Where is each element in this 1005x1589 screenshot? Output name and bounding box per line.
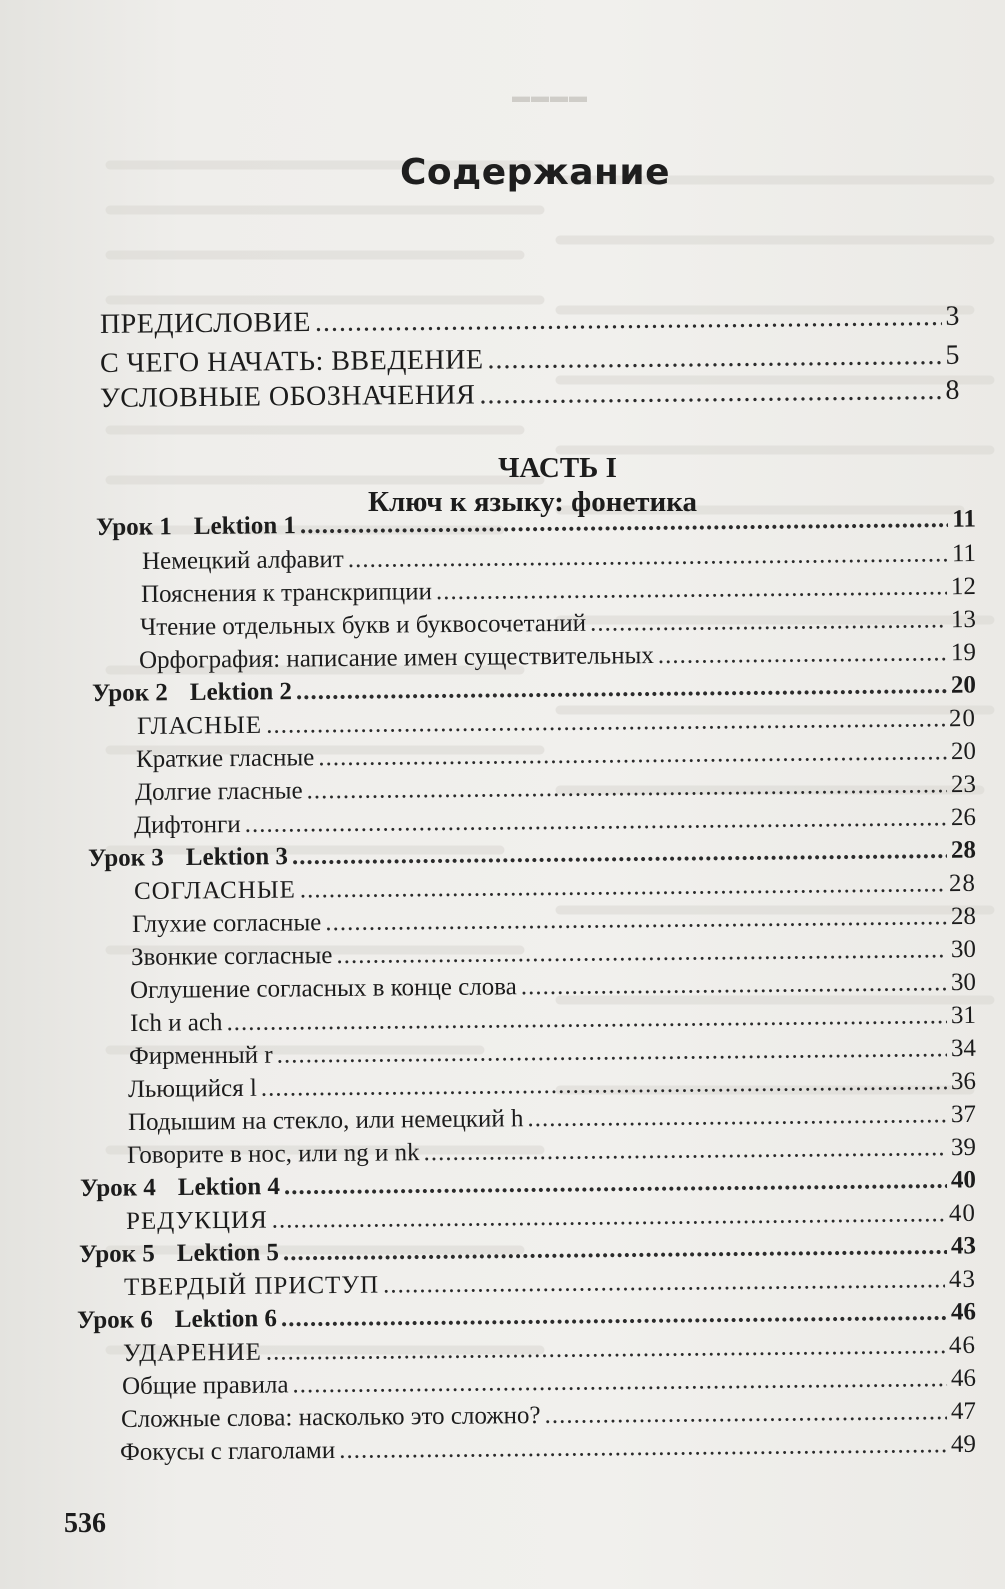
leader-dots	[300, 505, 949, 541]
leader-dots	[283, 1232, 947, 1268]
toc-item[interactable]	[136, 737, 976, 775]
lesson-de: Lektion 2	[189, 678, 293, 707]
leader-dots	[292, 836, 947, 872]
leader-dots	[544, 1397, 947, 1431]
toc-item-page: 36	[950, 1067, 977, 1096]
toc-item-page: 13	[950, 605, 977, 634]
toc-item-page: 46	[948, 1331, 977, 1360]
toc-item[interactable]	[135, 770, 976, 808]
contents-title: Содержание	[399, 152, 671, 193]
toc-lesson-4[interactable]	[80, 1165, 976, 1204]
toc-item-page: 37	[950, 1100, 977, 1129]
toc-entry-page: 11	[952, 505, 977, 533]
lesson-de: Lektion 4	[177, 1173, 281, 1202]
toc-entry-page: 5	[945, 339, 961, 371]
toc-item[interactable]	[126, 1199, 976, 1237]
leader-dots	[296, 671, 947, 707]
toc-item-label: Ich и ach	[129, 1009, 223, 1037]
leader-dots	[479, 376, 941, 410]
leader-dots	[261, 1067, 947, 1104]
toc-lesson-3[interactable]	[88, 835, 976, 874]
toc-item-label: СОГЛАСНЫЕ	[133, 876, 296, 905]
leader-dots	[277, 1034, 948, 1070]
toc-entry-page: 3	[945, 300, 961, 332]
toc-item-label: Льющийся l	[127, 1074, 257, 1103]
toc-item-label: ГЛАСНЫЕ	[136, 711, 263, 740]
bleed-through-running-head: ▬▬▬▬	[512, 86, 588, 106]
toc-entry-label: ПРЕДИСЛОВИЕ	[99, 306, 312, 340]
toc-item-label: РЕДУКЦИЯ	[125, 1206, 268, 1235]
toc-entry-legend[interactable]	[100, 376, 960, 414]
toc-item-page: 30	[950, 968, 977, 997]
leader-dots	[318, 737, 947, 773]
toc-item-label: Дифтонги	[133, 810, 241, 839]
part-number: ЧАСТЬ I	[498, 452, 617, 484]
toc-item[interactable]	[120, 1430, 976, 1468]
leader-dots	[292, 1364, 947, 1400]
lesson-ru: Урок 5	[78, 1240, 155, 1268]
lesson-ru: Урок 3	[87, 844, 164, 872]
toc-item-page: 23	[950, 770, 977, 799]
toc-entry-page: 43	[950, 1232, 977, 1260]
toc-item-page: 34	[950, 1034, 977, 1063]
toc-item-page: 28	[948, 869, 977, 898]
toc-item[interactable]	[129, 1034, 976, 1072]
toc-item-page: 20	[948, 704, 977, 733]
lesson-de: Lektion 1	[193, 512, 297, 541]
toc-item[interactable]	[122, 1364, 976, 1402]
toc-item[interactable]	[137, 704, 976, 742]
toc-item-page: 43	[948, 1265, 977, 1294]
toc-item-label: Пояснения к транскрипции	[140, 578, 433, 608]
toc-item-label: Орфография: написание имен существительных	[138, 642, 654, 674]
leader-dots	[245, 803, 948, 840]
toc-item-page: 30	[950, 935, 977, 964]
lesson-ru: Урок 2	[91, 679, 168, 707]
leader-dots	[272, 1199, 946, 1235]
toc-item[interactable]	[132, 902, 976, 940]
leader-dots	[383, 1265, 945, 1300]
leader-dots	[487, 341, 941, 375]
leader-dots	[423, 1133, 947, 1168]
toc-item-page: 49	[950, 1430, 977, 1459]
leader-dots	[590, 605, 947, 638]
toc-item-label: ТВЕРДЫЙ ПРИСТУП	[123, 1271, 380, 1301]
toc-item-page: 46	[950, 1364, 977, 1393]
toc-item-label: УДАРЕНИЕ	[122, 1338, 262, 1367]
toc-item-page: 19	[950, 638, 977, 667]
toc-lesson-2[interactable]	[92, 671, 976, 709]
leader-dots	[527, 1100, 947, 1134]
toc-item-page: 47	[950, 1397, 977, 1426]
leader-dots	[339, 1430, 947, 1466]
toc-item[interactable]	[128, 1067, 976, 1105]
toc-item-label: Краткие гласные	[135, 744, 315, 773]
part-title: Ключ к языку: фонетика	[367, 486, 698, 518]
toc-item[interactable]	[134, 803, 976, 841]
toc-item[interactable]	[128, 1100, 976, 1138]
lesson-ru: Урок 6	[76, 1306, 153, 1334]
toc-item-label: Глухие согласные	[131, 909, 322, 938]
toc-item-page: 31	[950, 1001, 977, 1030]
leader-dots	[306, 770, 947, 806]
toc-item[interactable]	[123, 1331, 976, 1369]
leader-dots	[284, 1166, 947, 1202]
leader-dots	[226, 1001, 947, 1038]
toc-item[interactable]	[134, 869, 976, 907]
toc-item-label: Подышим на стекло, или немецкий h	[127, 1105, 524, 1136]
toc-item-page: 11	[951, 539, 977, 568]
lesson-ru: Урок 4	[79, 1174, 156, 1202]
leader-dots	[300, 869, 945, 905]
page-number: 536	[64, 1508, 106, 1539]
toc-item[interactable]	[131, 935, 976, 973]
lesson-ru: Урок 1	[95, 513, 172, 541]
toc-entry-page: 46	[950, 1298, 977, 1326]
toc-item-label: Немецкий алфавит	[141, 546, 344, 575]
toc-item[interactable]	[121, 1397, 976, 1435]
toc-item[interactable]	[141, 572, 976, 610]
toc-item-page: 39	[950, 1133, 977, 1162]
toc-item[interactable]	[130, 968, 976, 1006]
toc-item-page: 26	[950, 803, 977, 832]
toc-entry-page: 8	[945, 374, 961, 406]
toc-item[interactable]	[139, 638, 976, 676]
toc-item[interactable]	[142, 539, 976, 577]
leader-dots	[266, 704, 945, 741]
toc-item-label: Фокусы с глаголами	[119, 1436, 336, 1466]
toc-item-page: 12	[950, 572, 977, 601]
leader-dots	[325, 902, 947, 938]
toc-item-label: Фирменный r	[128, 1041, 273, 1070]
lesson-de: Lektion 5	[176, 1239, 280, 1268]
toc-item-label: Говорите в нос, или ng и nk	[126, 1139, 420, 1169]
toc-item[interactable]	[130, 1001, 976, 1039]
toc-item-page: 20	[950, 737, 977, 766]
lesson-de: Lektion 3	[185, 843, 289, 872]
toc-item[interactable]	[127, 1133, 976, 1171]
toc-entry-preface[interactable]	[100, 302, 960, 340]
toc-entry-label: УСЛОВНЫЕ ОБОЗНАЧЕНИЯ	[99, 379, 476, 414]
toc-entry-page: 28	[950, 836, 977, 864]
lesson-de: Lektion 6	[174, 1305, 278, 1334]
leader-dots	[336, 935, 947, 971]
leader-dots	[348, 539, 948, 575]
toc-entry-introduction[interactable]	[100, 341, 960, 379]
leader-dots	[658, 638, 947, 671]
toc-lesson-5[interactable]	[79, 1231, 976, 1270]
leader-dots	[281, 1298, 947, 1334]
leader-dots	[315, 302, 942, 338]
toc-item-label: Долгие гласные	[134, 777, 303, 806]
toc-entry-page: 40	[950, 1166, 977, 1194]
leader-dots	[266, 1331, 945, 1368]
toc-item-label: Сложные слова: насколько это сложно?	[120, 1401, 541, 1433]
toc-item[interactable]	[140, 605, 976, 643]
toc-entry-page: 20	[950, 671, 977, 699]
toc-item-label: Общие правила	[121, 1371, 289, 1400]
toc-item-label: Оглушение согласных в конце слова	[129, 973, 517, 1004]
toc-item-label: Чтение отдельных букв и буквосочетаний	[139, 609, 587, 641]
toc-item-page: 28	[950, 902, 977, 931]
leader-dots	[436, 572, 947, 607]
toc-item[interactable]	[124, 1265, 976, 1303]
toc-lesson-6[interactable]	[77, 1297, 976, 1336]
toc-item-label: Звонкие согласные	[130, 942, 333, 971]
toc-item-page: 40	[948, 1199, 977, 1228]
leader-dots	[521, 968, 947, 1002]
toc-entry-label: С ЧЕГО НАЧАТЬ: ВВЕДЕНИЕ	[99, 344, 484, 379]
